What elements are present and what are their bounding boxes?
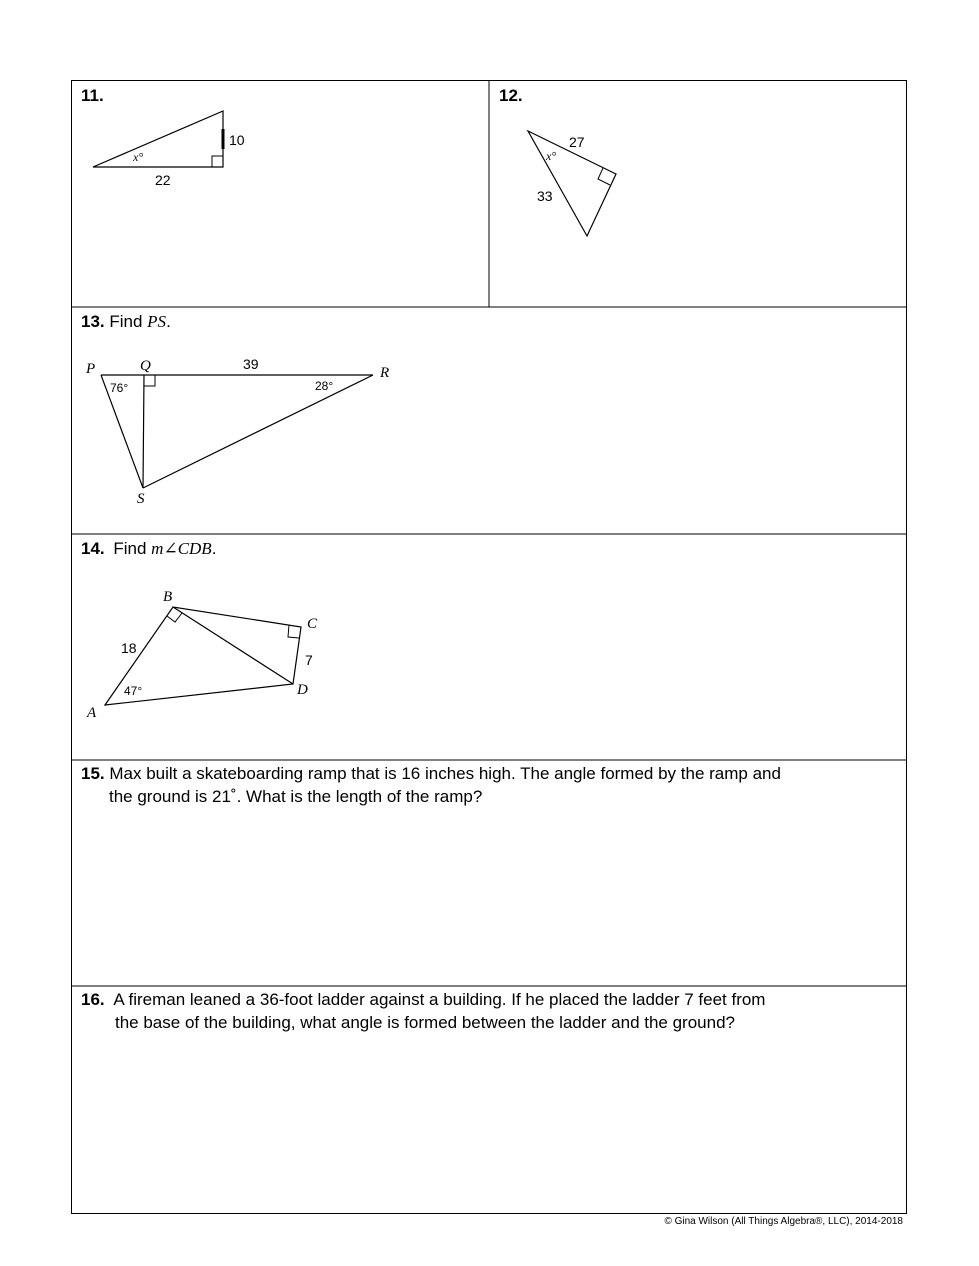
prompt-text: Find xyxy=(109,312,148,331)
problem-number: 11. xyxy=(81,86,104,105)
side-27-label: 27 xyxy=(569,134,585,150)
question-line-2: the ground is 21˚. What is the length of the ramp? xyxy=(109,787,483,806)
prompt-variable: PS xyxy=(147,312,167,331)
angle-A-label: 47° xyxy=(124,684,143,698)
vertex-R: R xyxy=(380,365,390,381)
vertex-Q: Q xyxy=(140,358,151,374)
prompt-period: . xyxy=(211,539,217,558)
angle-x-label: x° xyxy=(133,150,144,164)
vertex-A: A xyxy=(87,705,97,721)
problem-15 xyxy=(71,760,907,986)
question-line-1: A fireman leaned a 36-foot ladder against a building. If he placed the ladder 7 feet from xyxy=(113,990,766,1009)
side-22-label: 22 xyxy=(155,172,171,188)
problem-number: 16. xyxy=(81,990,105,1009)
copyright-footer: © Gina Wilson (All Things Algebra®, LLC), 2014-2018 xyxy=(664,1216,903,1227)
angle-x-label: x° xyxy=(546,149,557,163)
prompt-text: Find xyxy=(113,539,152,558)
side-33-label: 33 xyxy=(537,188,553,204)
prompt-period: . xyxy=(166,312,171,331)
angle-P-label: 76° xyxy=(110,381,129,395)
problem-number: 15. xyxy=(81,764,105,783)
side-CD-label: 7 xyxy=(305,652,313,668)
question-line-1: Max built a skateboarding ramp that is 16 inches high. The angle formed by the ramp and xyxy=(109,764,781,783)
problem-16 xyxy=(71,986,907,1214)
diagonal-BD xyxy=(173,607,293,684)
problem-number: 12. xyxy=(499,86,523,105)
side-AB-label: 18 xyxy=(121,640,137,656)
vertex-S: S xyxy=(137,491,145,507)
vertex-C: C xyxy=(307,616,318,632)
problem-number: 14. xyxy=(81,539,105,558)
side-QR-label: 39 xyxy=(243,356,259,372)
right-angle-marker-B xyxy=(167,613,182,622)
question-line-2: the base of the building, what angle is formed between the ladder and the ground? xyxy=(115,1013,735,1032)
angle-R-label: 28° xyxy=(315,379,334,393)
side-10-label: 10 xyxy=(229,132,245,148)
prompt-variable: m∠CDB xyxy=(151,539,212,558)
vertex-D: D xyxy=(297,682,308,698)
vertex-P: P xyxy=(86,361,96,377)
problem-number: 13. xyxy=(81,312,105,331)
vertex-B: B xyxy=(163,589,173,605)
